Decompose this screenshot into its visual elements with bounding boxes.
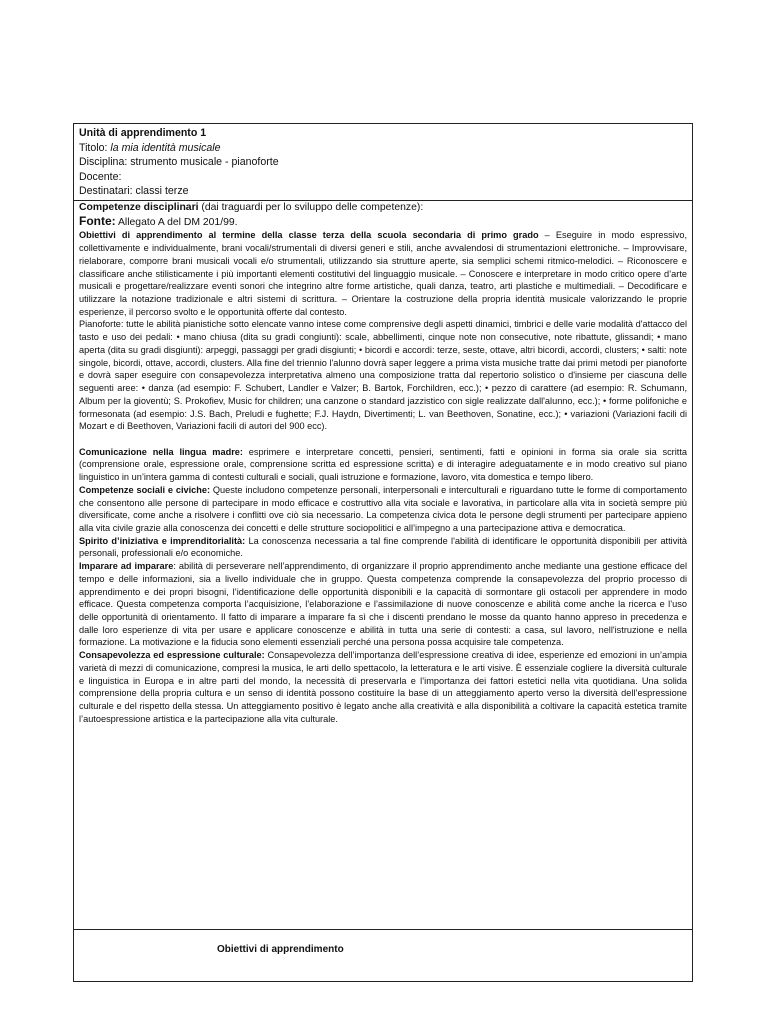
titolo-label: Titolo: <box>79 141 108 154</box>
unit-header-cell <box>74 124 692 201</box>
key-competence-label: Spirito d’iniziativa e imprenditorialità: <box>79 535 246 546</box>
key-competence-label: Consapevolezza ed espressione culturale: <box>79 650 265 661</box>
competenze-heading: Competenze disciplinari <box>79 202 199 213</box>
titolo-line <box>79 141 687 156</box>
obiettivi-title: Obiettivi di apprendimento <box>217 944 344 955</box>
fonte-label: Fonte: <box>79 213 116 228</box>
key-competence-paragraph <box>79 535 687 560</box>
fonte-line <box>79 215 687 230</box>
key-competence-paragraph <box>79 446 687 484</box>
disciplina-line: Disciplina: strumento musicale - pianoforte <box>79 156 279 169</box>
key-competence-text: La conoscenza necessaria a tal fine comprende l'abilità di identificare le opportunità disponibili per attività personali, professionali e/o economiche. <box>79 535 687 559</box>
spacer <box>79 433 687 446</box>
unit-title: Unità di apprendimento 1 <box>79 127 207 139</box>
competenze-heading-line <box>79 202 687 215</box>
key-competence-paragraph <box>79 560 687 649</box>
competences-cell <box>74 201 692 930</box>
destinatari-line: Destinatari: classi terze <box>79 185 189 198</box>
key-competence-label: Competenze sociali e civiche: <box>79 484 211 495</box>
key-competence-text: Queste includono competenze personali, interpersonali e interculturali e riguardano tutte le forme di comportamento che consentono alle persone di partecipare in modo efficace e costruttivo alla vita sociale e lavorativa, in particolare alla vita in società sempre più diversificate, come anche a risolvere i conflitti ove ciò sia necessario. La competenza civica dota le persone degli strumenti per partecipare appieno alla vita civile grazie alla conoscenza dei concetti e delle strutture sociopolitici e all’impegno a una partecipazione attiva e democratica. <box>79 484 687 533</box>
key-competence-paragraph <box>79 649 687 725</box>
docente-line: Docente: <box>79 170 122 183</box>
obiettivi-text: – Eseguire in modo espressivo, collettivamente e individualmente, brani vocali/strumentali di diversi generi e stili, anche avvalendosi di strumentazioni elettroniche. – Improvvisare, rielaborare, comporre brani musicali vocali e/o strumentali, utilizzando sia strutture aperte, sia semplici schemi ritmico-melodici. – Riconoscere e classificare anche stilisticamente i più importanti elementi costitutivi del linguaggio musicale. – Conoscere e interpretare in modo critico opere d’arte musicali e progettare/realizzare eventi sonori che integrino altre forme artistiche, quali danza, teatro, arti plastiche e multimediali. – Decodificare e utilizzare la notazione tradizionale e altri sistemi di scrittura. – Orientare la costruzione della propria identità musicale valorizzando le proprie esperienze, il percorso svolto e le opportunità offerte dal contesto. <box>79 230 688 317</box>
titolo-value: la mia identità musicale <box>110 141 221 154</box>
pianoforte-paragraph: Pianoforte: tutte le abilità pianistiche sotto elencate vanno intese come comprensive degli aspetti dinamici, timbrici e delle varie modalità d'attacco del tasto e uso dei pedali: • mano chiusa (dita su gradi congiunti): scale, abbellimenti, cinque note non consecutive, note ribattute, glissandi; • mano aperta (dita su gradi disgiunti): arpeggi, passaggi per gradi disgiunti; • bicordi e accordi: terze, seste, ottave, altri bicordi, accordi, clusters; • salti: note singole, bicordi, ottave, accordi, clusters. Alla fine del triennio l'alunno dovrà saper leggere a prima vista musiche tratte dai primi metodi per pianoforte e dovrà saper eseguire con consapevolezza interpretativa almeno una composizione tratta dal repertorio solistico o d'insieme per ciascuna delle seguenti aree: • danza (ad esempio: F. Schubert, Landler e Valzer; B. Bartok, Forchildren, ecc.); • pezzo di carattere (ad esempio: R. Schumann, Album per la gioventù; S. Prokofiev, Music for children; una canzone o standard jazzistico con sigle realizzate dall'alunno, ecc.); • forme polifoniche e formesonata (ad esempio: J.S. Bach, Preludi e fughette; F.J. Haydn, Divertimenti; L. van Beethoven, Sonatine, ecc.); • variazioni (Variazioni facili di Mozart e di Beethoven, Variazioni facili di autori del 900 ecc). <box>79 319 687 432</box>
competenze-heading-note: (dai traguardi per lo sviluppo delle competenze): <box>198 202 424 213</box>
key-competence-paragraph <box>79 484 687 535</box>
obiettivi-lead: Obiettivi di apprendimento al termine della classe terza della scuola secondaria di primo grado <box>79 230 539 241</box>
fonte-value: Allegato A del DM 201/99. <box>115 216 238 228</box>
key-competence-text: esprimere e interpretare concetti, pensieri, sentimenti, fatti e opinioni in forma sia orale sia scritta (comprensione orale, espressione orale, comprensione scritta ed espressione scritta) e di interagire adeguatamente e in modo creativo sul piano linguistico in un’intera gamma di contesti culturali e sociali, quali istruzione e formazione, lavoro, vita domestica e tempo libero. <box>79 446 687 483</box>
document-table <box>73 123 693 982</box>
key-competence-text: Consapevolezza dell’importanza dell’espressione creativa di idee, esperienze ed emozioni in un’ampia varietà di mezzi di comunicazione, compresi la musica, le arti dello spettacolo, la letteratura e le arti visive. È essenziale cogliere la diversità culturale e linguistica in Europa e in altre parti del mondo, la necessità di preservarla e l’importanza dei fattori estetici nella vita quotidiana. Una solida comprensione della propria cultura e un senso di identità possono costituire la base di un atteggiamento aperto verso la diversità dell’espressione culturale e del rispetto della stessa. Un atteggiamento positivo è legato anche alla creatività e alla disponibilità a coltivare la capacità estetica tramite l’autoespressione artistica e la partecipazione alla vita culturale. <box>79 650 687 724</box>
objectives-cell <box>74 930 692 981</box>
key-competence-label: Comunicazione nella lingua madre: <box>79 446 243 457</box>
obiettivi-paragraph <box>79 229 687 318</box>
key-competence-text: : abilità di perseverare nell’apprendimento, di organizzare il proprio apprendimento anche mediante una gestione efficace del tempo e delle informazioni, sia a livello individuale che in gruppo. Questa competenza comprende la consapevolezza del proprio processo di apprendimento e dei propri bisogni, l’identificazione delle opportunità disponibili e la capacità di sormontare gli ostacoli per apprendere in modo efficace. Questa competenza comporta l’acquisizione, l’elaborazione e l’assimilazione di nuove conoscenze e abilità come anche la ricerca e l’uso delle opportunità di orientamento. Il fatto di imparare a imparare fa sì che i discenti prendano le mosse da quanto hanno appreso in precedenza e dalle loro esperienze di vita per usare e applicare conoscenze e abilità in tutta una serie di contesti: a casa, sul lavoro, nell'istruzione e nella formazione. La motivazione e la fiducia sono elementi essenziali perché una persona possa acquisire tale competenza. <box>79 561 687 648</box>
key-competence-label: Imparare ad imparare <box>79 561 174 572</box>
